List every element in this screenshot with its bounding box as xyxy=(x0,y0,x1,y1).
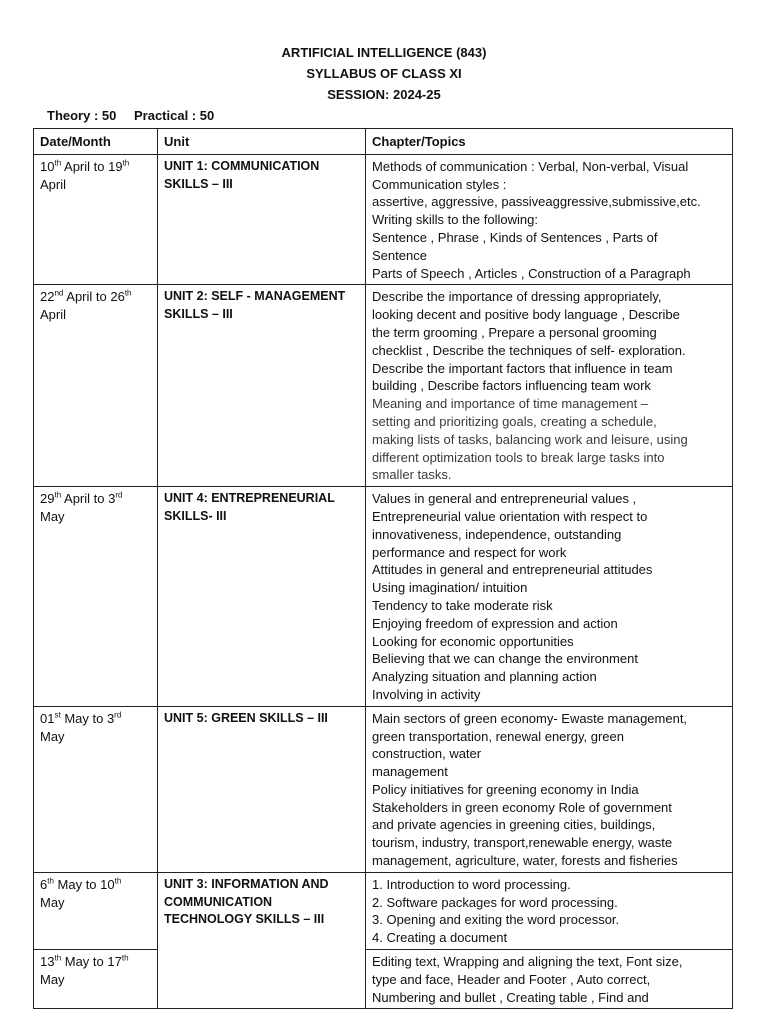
document-title: ARTIFICIAL INTELLIGENCE (843) xyxy=(281,45,487,60)
unit-cell: UNIT 2: SELF - MANAGEMENT SKILLS – III xyxy=(158,285,366,487)
date-cell: 22nd April to 26th April xyxy=(34,285,158,487)
table-header-row xyxy=(34,129,733,155)
unit-cell: UNIT 3: INFORMATION AND COMMUNICATION TECHNOLOGY SKILLS – III xyxy=(158,872,366,1009)
document-subtitle: SYLLABUS OF CLASS XI xyxy=(306,66,462,81)
topics-cell: Describe the importance of dressing appropriately, looking decent and positive body language , Describe the term grooming , Prepare a personal grooming checklist , Describe the techniques of self- exploration. Describe the important factors that influence in team building , Describe factors influencing team work Meaning and importance of time management – setting and prioritizing goals, creating a schedule, making lists of tasks, balancing work and leisure, using different optimization tools to break large tasks into smaller tasks. xyxy=(366,285,733,487)
table-row xyxy=(34,154,733,285)
topics-cell: Main sectors of green economy- Ewaste management, green transportation, renewal energy, green construction, water management Policy initiatives for greening economy in India Stakeholders in green economy Role of government and private agencies in greening cities, buildings, tourism, industry, transport,renewable energy, waste management, agriculture, water, forests and fisheries xyxy=(366,706,733,872)
date-cell: 13th May to 17th May xyxy=(34,950,158,1009)
header-topics: Chapter/Topics xyxy=(366,129,733,155)
header-unit: Unit xyxy=(158,129,366,155)
topics-cell: Editing text, Wrapping and aligning the text, Font size, type and face, Header and Footer , Auto correct, Numbering and bullet , Creating table , Find and xyxy=(366,950,733,1009)
date-cell: 10th April to 19th April xyxy=(34,154,158,285)
table-row xyxy=(34,285,733,487)
topics-cell: Methods of communication : Verbal, Non-verbal, Visual Communication styles : assertive, aggressive, passiveaggressive,submissive,etc. Writing skills to the following: Sentence , Phrase , Kinds of Sentences , Parts of Sentence Parts of Speech , Articles , Construction of a Paragraph xyxy=(366,154,733,285)
date-cell: 29th April to 3rd May xyxy=(34,487,158,707)
table-row xyxy=(34,950,733,1009)
session-label: SESSION: 2024-25 xyxy=(327,87,441,102)
topics-cell: 1. Introduction to word processing. 2. Software packages for word processing. 3. Opening and exiting the word processor. 4. Creating a document xyxy=(366,872,733,949)
unit-cell: UNIT 5: GREEN SKILLS – III xyxy=(158,706,366,872)
date-cell: 6th May to 10th May xyxy=(34,872,158,949)
header-date: Date/Month xyxy=(34,129,158,155)
table-row xyxy=(34,487,733,707)
marks-distribution xyxy=(47,108,228,123)
topics-cell: Values in general and entrepreneurial values , Entrepreneurial value orientation with respect to innovativeness, independence, outstanding performance and respect for work Attitudes in general and entrepreneurial attitudes Using imagination/ intuition Tendency to take moderate risk Enjoying freedom of expression and action Looking for economic opportunities Believing that we can change the environment Analyzing situation and planning action Involving in activity xyxy=(366,487,733,707)
unit-cell: UNIT 1: COMMUNICATION SKILLS – III xyxy=(158,154,366,285)
table-row xyxy=(34,706,733,872)
theory-marks: Theory : 50 xyxy=(47,108,117,123)
unit-cell: UNIT 4: ENTREPRENEURIAL SKILLS- III xyxy=(158,487,366,707)
table-row xyxy=(34,872,733,949)
practical-marks: Practical : 50 xyxy=(133,108,215,123)
syllabus-table xyxy=(33,128,733,1009)
date-cell: 01st May to 3rd May xyxy=(34,706,158,872)
